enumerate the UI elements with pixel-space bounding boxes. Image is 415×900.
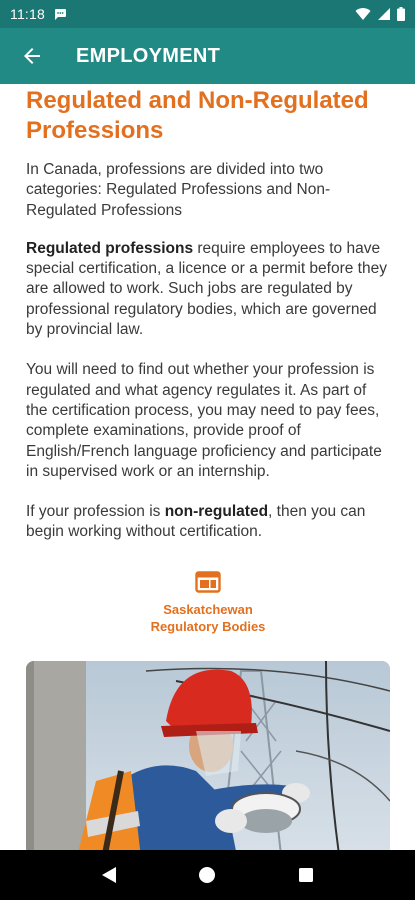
triangle-back-icon: [101, 866, 117, 884]
regulated-bold: Regulated professions: [26, 239, 194, 257]
worker-photo: [26, 661, 390, 850]
nav-recents-button[interactable]: [286, 855, 326, 895]
web-window-icon: [195, 571, 221, 593]
regulated-paragraph: [26, 239, 390, 340]
page-title: Regulated and Non-Regulated Professions: [26, 87, 369, 144]
status-left: [10, 6, 67, 22]
chat-bubble-icon: [53, 7, 67, 21]
nav-home-button[interactable]: [187, 855, 227, 895]
nonreg-post: , then you can begin working without certification.: [26, 503, 366, 541]
certification-paragraph: You will need to find out whether your profession is regulated and what agency regulates it. As part of the certification process, you may need to pay fees, complete examinations, provide proof of English/French language proficiency and participate in supervised work or an internship.: [26, 361, 382, 480]
regulatory-bodies-link[interactable]: [26, 571, 390, 635]
square-recents-icon: [298, 867, 314, 883]
intro-paragraph: In Canada, professions are divided into two categories: Regulated Professions and Non-Regulated Professions: [26, 161, 331, 219]
circle-home-icon: [198, 866, 216, 884]
status-bar: [0, 0, 415, 28]
system-navigation-bar: [0, 850, 415, 900]
back-button[interactable]: [4, 28, 60, 84]
app-bar: [0, 28, 415, 84]
nav-back-button[interactable]: [89, 855, 129, 895]
battery-icon: [397, 7, 405, 21]
nonreg-bold: non-regulated: [164, 503, 269, 521]
page-title-bar: EMPLOYMENT: [76, 44, 221, 67]
non-regulated-paragraph: [26, 502, 390, 543]
link-line-1: Saskatchewan: [163, 601, 253, 617]
status-right: [355, 7, 405, 21]
regulatory-bodies-link-text: [151, 601, 266, 635]
signal-icon: [377, 7, 391, 21]
wifi-icon: [355, 7, 371, 21]
regulated-text: require employees to have special certification, a licence or a permit before they are allowed to work. Such jobs are regulated by professional regulatory bodies, which are governed by provincial law.: [26, 239, 387, 339]
content-scroll[interactable]: [0, 84, 415, 850]
arrow-back-icon: [22, 46, 42, 66]
link-line-2: Regulatory Bodies: [150, 618, 266, 634]
nonreg-pre: If your profession is: [26, 503, 165, 521]
status-time: 11:18: [10, 6, 45, 22]
